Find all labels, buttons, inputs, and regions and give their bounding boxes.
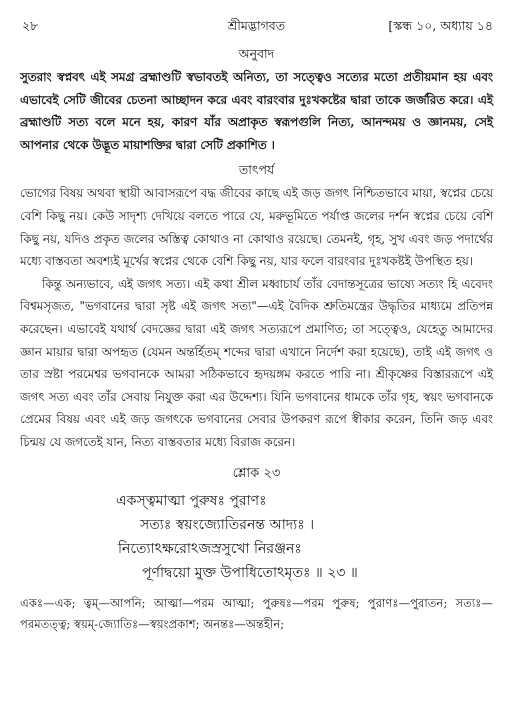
verse-title: শ্লোক ২৩ xyxy=(232,465,281,481)
verse-block xyxy=(20,489,493,585)
verse-line-2: সত্যঃ স্বয়ংজ্যোতিরনন্ত আদ্যঃ । xyxy=(140,516,315,533)
translation-text: সুতরাং স্বপ্নবৎ এই সমগ্র ব্রহ্মাণ্ডটি স্বভাবতই অনিত্য, তা সত্ত্বেও সত্যের মতো প্রতীয়মান হয় এবং এভাবেই সেটি জীবের চেতনা আচ্ছাদন করে এবং বারংবার দুঃখকষ্টের দ্বারা তাকে জর্জরিত করে। এই ব্রহ্মাণ্ডটি সত্য বলে মনে হয়, কারণ যাঁর অপ্রাকৃত স্বরূপগুলি নিত্য, আনন্দময় ও জ্ঞানময়, সেই আপনার থেকে উদ্ভূত মায়াশক্তির দ্বারা সেটি প্রকাশিত । xyxy=(20,70,493,152)
chapter-reference: [স্কন্ধ ১০, অধ্যায় ১৪ xyxy=(388,18,493,33)
purport-heading: তাৎপর্য xyxy=(238,162,275,178)
page-header xyxy=(20,0,493,46)
verse-line-3: নিত্যোঽক্ষরোঽজস্রসুখো নিরঞ্জনঃ xyxy=(118,540,302,557)
purport-paragraph-2: কিন্তু অন্যভাবে, এই জগৎ সত্য। এই কথা শ্রীল মধ্বাচার্য তাঁর বেদান্তসূত্রের ভাষ্যে সত্যং হি এবেদং বিশ্বমসৃজত, "ভগবানের দ্বারা সৃষ্ট এই জগৎ সত্য"—এই বৈদিক শ্রুতিমন্ত্রের উদ্ধৃতির মাধ্যমে প্রতিপন্ন করেছেন। এভাবেই যথার্থ বেদজ্ঞের দ্বারা এই জগৎ সত্যরূপে প্রমাণিত; তা সত্ত্বেও, যেহেতু আমাদের জ্ঞান মায়ার দ্বারা অপহৃত (যেমন অন্তর্হিতম্ শব্দের দ্বারা এখানে নির্দেশ করা হয়েছে), তাই এই জগৎ ও তার স্রষ্টা পরমেশ্বর ভগবানকে আমরা সঠিকভাবে হৃদয়ঙ্গম করতে পারি না। শ্রীকৃষ্ণের বিস্তাররূপে এই জগৎ সত্য এবং তাঁর সেবায় নিযুক্ত করা এর উদ্দেশ্য। যিনি ভগবানের ধামকে তাঁর গৃহ, স্বয়ং ভগবানকে প্রেমের বিষয় এবং এই জড় জগৎকে ভগবানের সেবার উপকরণ রূপে স্বীকার করেন, তিনি জড় এবং চিন্ময় যে জগতেই যান, নিত্য বাস্তবতার মধ্যে বিরাজ করেন। xyxy=(20,276,493,449)
page-number: ২৮ xyxy=(22,18,39,33)
book-title: শ্রীমদ্ভাগবত xyxy=(227,18,286,33)
synonyms-text: একঃ—এক; ত্বম্—আপনি; আত্মা—পরম আত্মা; পুরুষঃ—পরম পুরুষ; পুরাণঃ—পুরাতন; সত্যঃ—পরমতত্ত্ব; স্বয়ম্-জ্যোতিঃ—স্বয়ংপ্রকাশ; অনন্তঃ—অন্তহীন; xyxy=(20,595,493,631)
purport-paragraph-1: ভোগের বিষয় অথবা স্থায়ী আবাসরূপে বদ্ধ জীবের কাছে এই জড় জগৎ নিশ্চিতভাবে মায়া, স্বপ্নের চেয়ে বেশি কিছু নয়। কেউ সাদৃশ্য দেখিয়ে বলতে পারে যে, মরুভূমিতে পর্যাপ্ত জলের দর্শন স্বপ্নের চেয়ে বেশি কিছু নয়, যদিও প্রকৃত জলের অস্তিত্ব কোথাও না কোথাও রয়েছে। তেমনই, গৃহ, সুখ এবং জড় পদার্থের মধ্যে বাস্তবতা অবশ্যই মূর্খের স্বপ্নের থেকে বেশি কিছু নয়, যার ফলে বারংবার দুঃখকষ্টই উপস্থিত হয়। xyxy=(20,186,493,269)
translation-heading: অনুবাদ xyxy=(238,46,275,61)
verse-line-4: পূর্ণাদ্বয়ো মুক্ত উপাধিতোঽমৃতঃ ॥ ২৩ ॥ xyxy=(142,564,358,581)
verse-line-1: একস্ত্বমাত্মা পুরুষঃ পুরাণঃ xyxy=(116,492,267,509)
